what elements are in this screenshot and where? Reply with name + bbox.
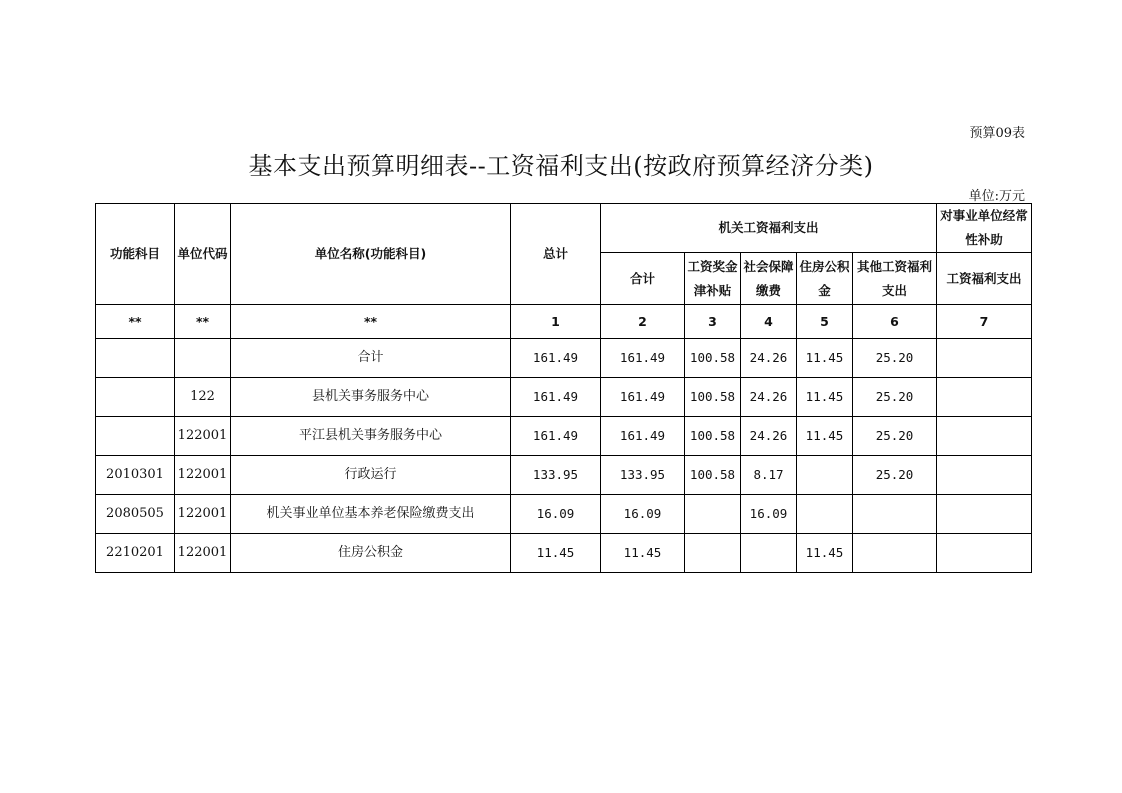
cell-func: 2080505: [96, 495, 175, 534]
cell-housing: [797, 495, 853, 534]
cell-salary: 100.58: [685, 417, 741, 456]
cell-code: 122001: [175, 534, 231, 573]
header-subtotal: 合计: [601, 253, 685, 305]
cell-welfare: [937, 456, 1032, 495]
cell-welfare: [937, 339, 1032, 378]
header-func-subject: 功能科目: [96, 204, 175, 305]
cell-name: 住房公积金: [231, 534, 511, 573]
cell-subtotal: 161.49: [601, 417, 685, 456]
header-unit-name: 单位名称(功能科目): [231, 204, 511, 305]
cell-name: 县机关事务服务中心: [231, 378, 511, 417]
cell-welfare: [937, 534, 1032, 573]
cell-salary: 100.58: [685, 456, 741, 495]
cell-func: 2210201: [96, 534, 175, 573]
cell-other: 25.20: [853, 417, 937, 456]
index-cell: 6: [853, 305, 937, 339]
table-row: [96, 495, 1032, 534]
cell-subtotal: 133.95: [601, 456, 685, 495]
cell-social: 8.17: [741, 456, 797, 495]
cell-other: 25.20: [853, 339, 937, 378]
index-cell: 3: [685, 305, 741, 339]
cell-code: 122001: [175, 417, 231, 456]
index-cell: 1: [511, 305, 601, 339]
index-row: [96, 305, 1032, 339]
header-housing: 住房公积金: [797, 253, 853, 305]
cell-total: 11.45: [511, 534, 601, 573]
table-row: [96, 417, 1032, 456]
cell-housing: 11.45: [797, 417, 853, 456]
cell-code: 122001: [175, 495, 231, 534]
cell-other: [853, 534, 937, 573]
index-cell: **: [231, 305, 511, 339]
cell-total: 161.49: [511, 378, 601, 417]
cell-other: 25.20: [853, 378, 937, 417]
cell-other: 25.20: [853, 456, 937, 495]
cell-housing: 11.45: [797, 378, 853, 417]
cell-salary: [685, 495, 741, 534]
unit-label: 单位:万元: [968, 189, 1025, 204]
cell-subtotal: 16.09: [601, 495, 685, 534]
header-welfare: 工资福利支出: [937, 253, 1032, 305]
header-group-admin: 机关工资福利支出: [601, 204, 937, 253]
cell-total: 16.09: [511, 495, 601, 534]
form-number: 预算09表: [969, 126, 1025, 141]
cell-func: [96, 378, 175, 417]
table-row: [96, 456, 1032, 495]
page-title: 基本支出预算明细表--工资福利支出(按政府预算经济分类): [248, 152, 874, 180]
index-cell: **: [96, 305, 175, 339]
header-unit-code: 单位代码: [175, 204, 231, 305]
cell-welfare: [937, 495, 1032, 534]
header-group-subsidy: 对事业单位经常性补助: [937, 204, 1032, 253]
index-cell: 5: [797, 305, 853, 339]
cell-housing: 11.45: [797, 534, 853, 573]
cell-subtotal: 161.49: [601, 339, 685, 378]
cell-name: 行政运行: [231, 456, 511, 495]
cell-name: 平江县机关事务服务中心: [231, 417, 511, 456]
cell-salary: 100.58: [685, 339, 741, 378]
cell-name: 机关事业单位基本养老保险缴费支出: [231, 495, 511, 534]
cell-social: 24.26: [741, 378, 797, 417]
cell-code: [175, 339, 231, 378]
cell-code: 122001: [175, 456, 231, 495]
cell-salary: 100.58: [685, 378, 741, 417]
cell-total: 161.49: [511, 417, 601, 456]
cell-welfare: [937, 417, 1032, 456]
index-cell: **: [175, 305, 231, 339]
cell-code: 122: [175, 378, 231, 417]
cell-total: 161.49: [511, 339, 601, 378]
cell-housing: [797, 456, 853, 495]
header-total: 总计: [511, 204, 601, 305]
cell-subtotal: 11.45: [601, 534, 685, 573]
index-cell: 2: [601, 305, 685, 339]
table-row: [96, 378, 1032, 417]
cell-social: 16.09: [741, 495, 797, 534]
table-row: [96, 339, 1032, 378]
cell-housing: 11.45: [797, 339, 853, 378]
cell-social: 24.26: [741, 417, 797, 456]
cell-func: 2010301: [96, 456, 175, 495]
index-cell: 4: [741, 305, 797, 339]
cell-social: [741, 534, 797, 573]
header-salary: 工资奖金津补贴: [685, 253, 741, 305]
index-cell: 7: [937, 305, 1032, 339]
header-social: 社会保障缴费: [741, 253, 797, 305]
cell-other: [853, 495, 937, 534]
cell-total: 133.95: [511, 456, 601, 495]
cell-salary: [685, 534, 741, 573]
cell-name: 合计: [231, 339, 511, 378]
cell-func: [96, 339, 175, 378]
header-other: 其他工资福利支出: [853, 253, 937, 305]
table-row: [96, 534, 1032, 573]
budget-table: [95, 203, 1032, 573]
cell-welfare: [937, 378, 1032, 417]
cell-func: [96, 417, 175, 456]
header-row-1: [96, 204, 1032, 253]
cell-social: 24.26: [741, 339, 797, 378]
cell-subtotal: 161.49: [601, 378, 685, 417]
